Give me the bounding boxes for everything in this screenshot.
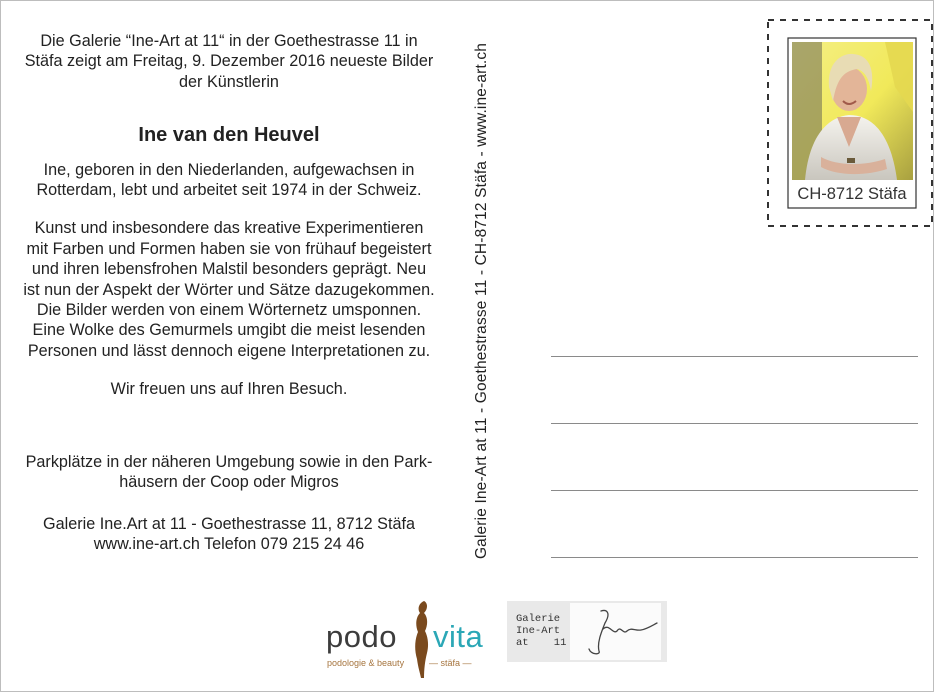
parking-line: häusern der Coop oder Migros xyxy=(119,473,339,492)
stamp-caption: CH-8712 Stäfa xyxy=(797,185,907,203)
artist-name: Ine van den Heuvel xyxy=(138,124,320,147)
invitation-text xyxy=(11,31,447,554)
description-line: Kunst und insbesondere das kreative Experimentieren xyxy=(34,219,424,238)
description-line: ist nun der Aspekt der Wörter und Sätze dazugekommen. xyxy=(23,280,435,299)
bio-line: Ine, geboren in den Niederlanden, aufgewachsen in xyxy=(43,160,415,179)
portrait-photo xyxy=(792,42,913,180)
description-line: mit Farben und Formen haben sie von frühauf begeistert xyxy=(26,239,432,258)
description-line: Personen und lässt dennoch eigene Interpretationen zu. xyxy=(27,341,431,360)
vertical-address: Galerie Ine-Art at 11 - Goethestrasse 11 - CH-8712 Stäfa - www.ine-art.ch xyxy=(473,42,490,560)
contact-line: www.ine-art.ch Telefon 079 215 24 46 xyxy=(93,534,365,553)
description-line: und ihren lebensfrohen Malstil besonders geprägt. Neu xyxy=(31,260,427,279)
logo-word-podo: podo xyxy=(326,619,397,654)
gallery-label-line: at 11 xyxy=(516,637,567,649)
parking-line: Parkplätze in der näheren Umgebung sowie in den Park- xyxy=(25,452,433,471)
gallery-label-line: Galerie xyxy=(516,613,561,625)
intro-line: der Künstlerin xyxy=(179,72,279,91)
gallery-label-text xyxy=(516,613,566,649)
gallery-label-line: Ine-Art xyxy=(516,625,561,637)
intro-line: Die Galerie “Ine-Art at 11“ in der Goethestrasse 11 in xyxy=(40,32,418,50)
handwritten-signature xyxy=(579,605,663,659)
logo-tagline: podologie & beauty xyxy=(327,658,405,668)
intro-line: Stäfa zeigt am Freitag, 9. Dezember 2016 neueste Bilder xyxy=(24,52,434,71)
contact-line: Galerie Ine.Art at 11 - Goethestrasse 11, 8712 Stäfa xyxy=(43,514,415,533)
address-line[interactable] xyxy=(551,490,918,491)
address-line[interactable] xyxy=(551,557,918,558)
closing-line: Wir freuen uns auf Ihren Besuch. xyxy=(110,380,348,399)
bio-line: Rotterdam, lebt und arbeitet seit 1974 in der Schweiz. xyxy=(36,181,422,200)
gallery-signature-label xyxy=(507,601,667,662)
address-line[interactable] xyxy=(551,356,918,357)
logo-city: — stäfa — xyxy=(429,658,472,668)
description-line: Die Bilder werden von einem Wörternetz umsponnen. xyxy=(36,301,422,320)
podovita-logo xyxy=(321,597,491,681)
address-line[interactable] xyxy=(551,423,918,424)
description-line: Eine Wolke des Gemurmels umgibt die meist lesenden xyxy=(32,321,426,340)
logo-word-vita: vita xyxy=(433,619,484,654)
